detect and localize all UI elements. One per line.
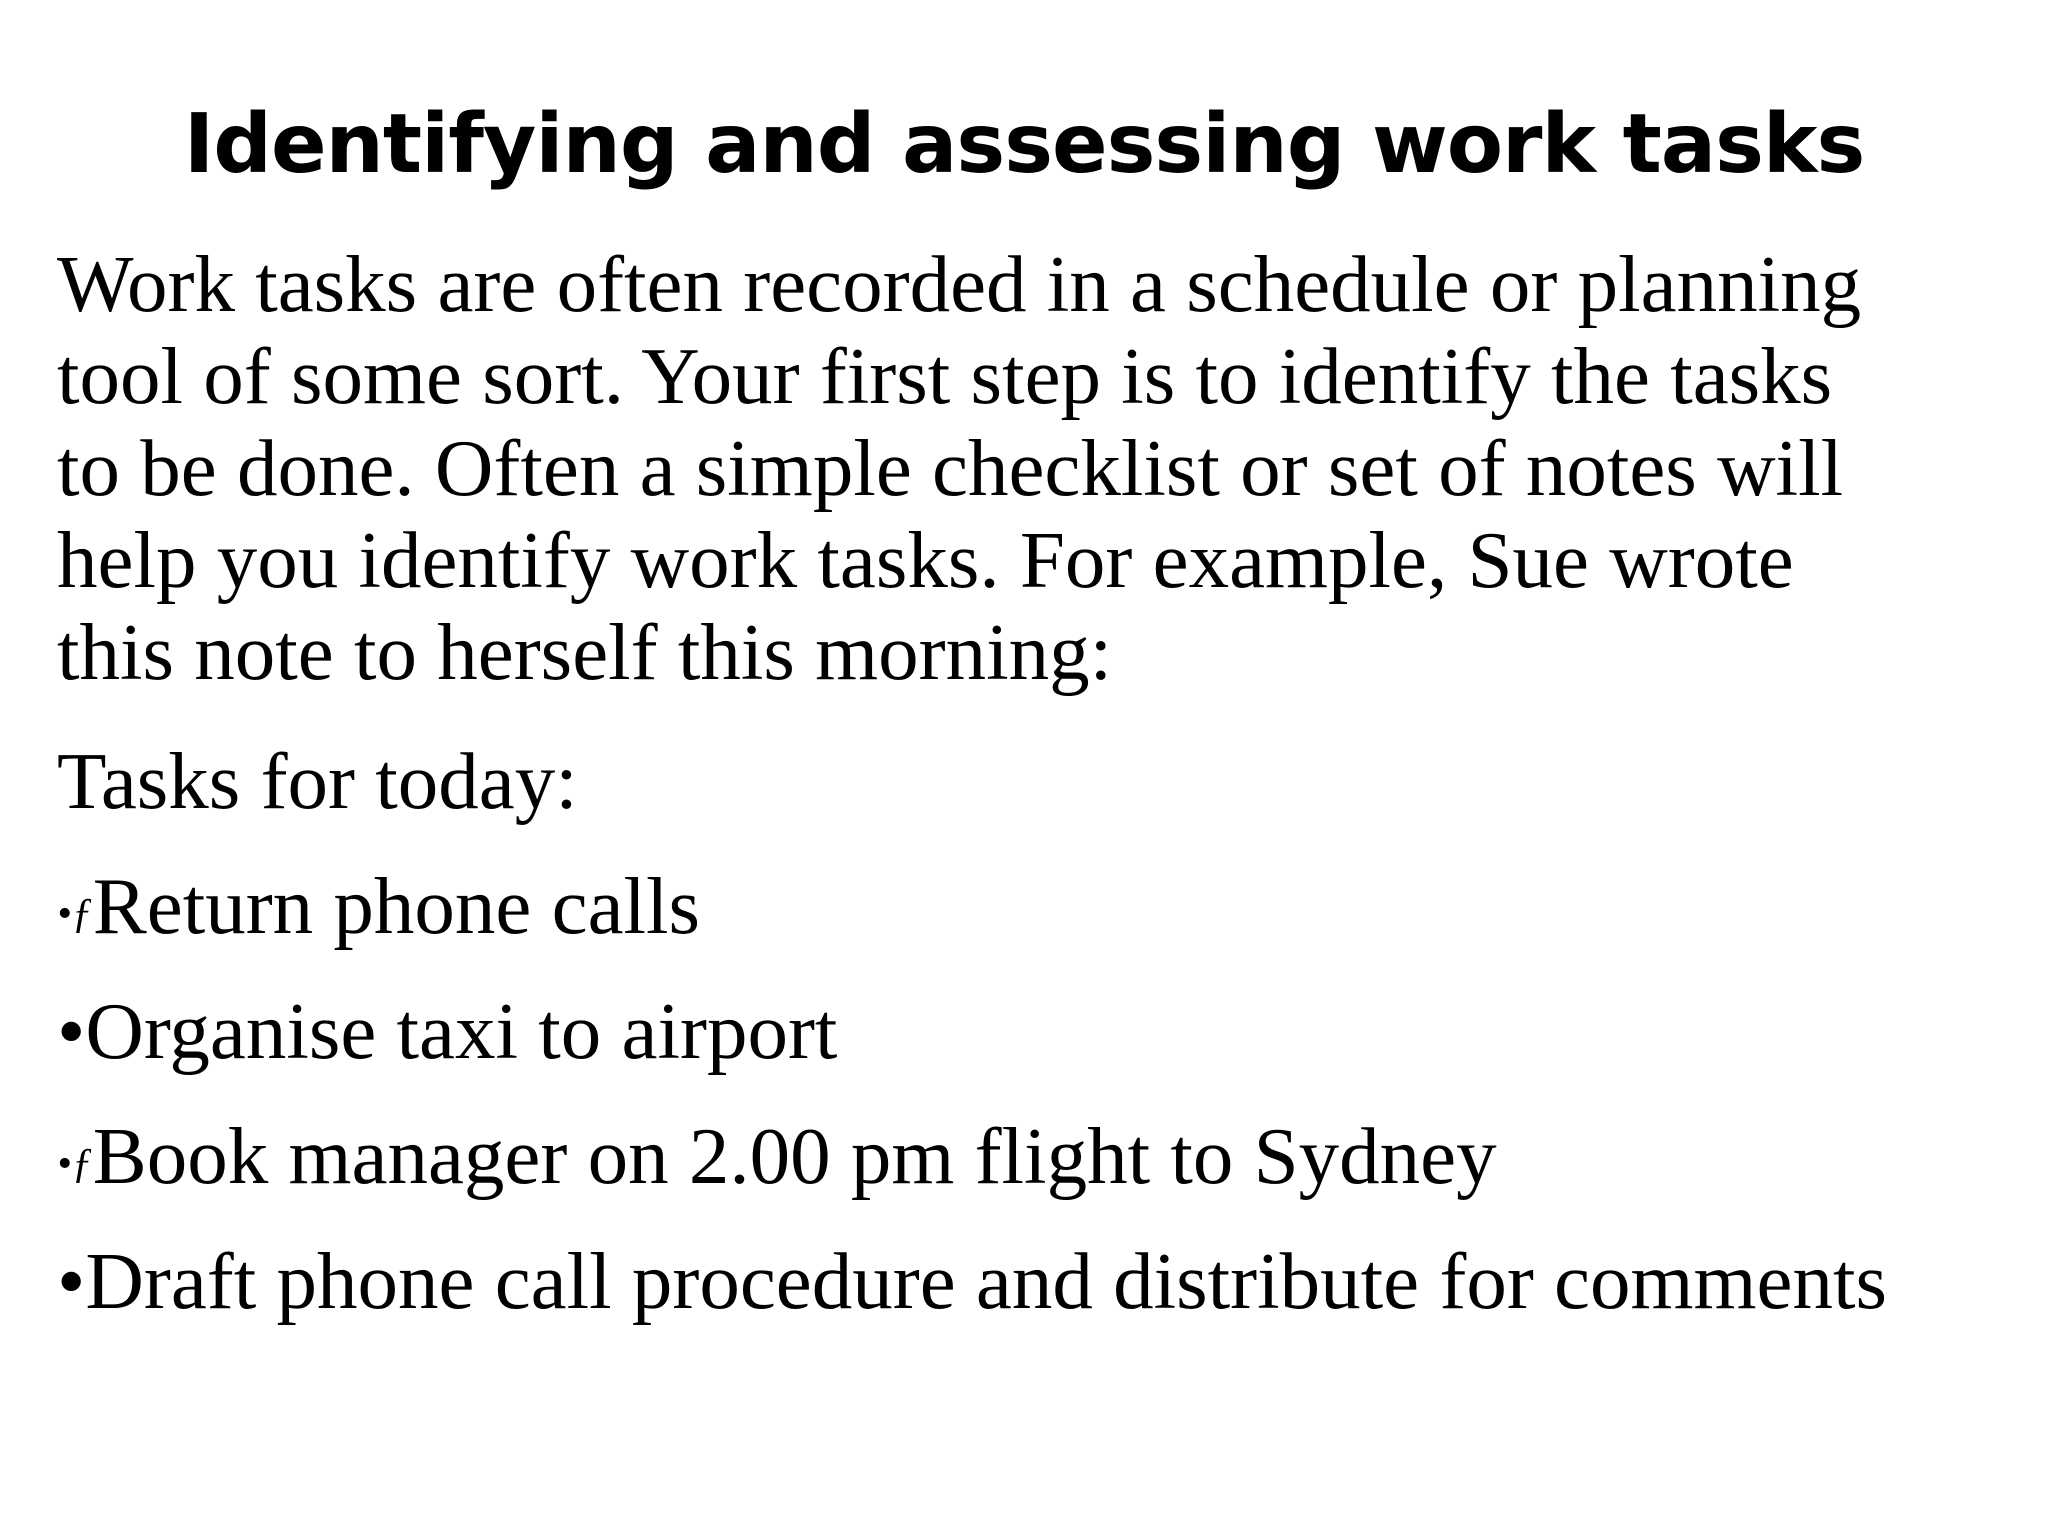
task-item — [57, 1235, 1887, 1360]
bullet-marker: •ƒ — [57, 891, 93, 937]
task-text: Organise taxi to airport — [85, 986, 838, 1076]
task-item — [57, 860, 1887, 985]
paragraph-line: to be done. Often a simple checklist or set of notes will — [57, 423, 1844, 513]
slide-title: Identifying and assessing work tasks — [183, 97, 1865, 192]
task-text: Book manager on 2.00 pm flight to Sydney — [92, 1111, 1497, 1201]
task-text: Return phone calls — [92, 861, 701, 951]
intro-paragraph — [57, 238, 2017, 698]
paragraph-line: help you identify work tasks. For example, Sue wrote — [57, 515, 1794, 605]
paragraph-line: Work tasks are often recorded in a schedule or planning — [57, 239, 1862, 329]
bullet-marker: •ƒ — [57, 1141, 93, 1187]
bullet-marker: • — [57, 1236, 86, 1326]
bullet-marker: • — [57, 986, 86, 1076]
task-item — [57, 985, 1887, 1110]
task-list — [57, 860, 1887, 1360]
paragraph-line: tool of some sort. Your first step is to identify the tasks — [57, 331, 1833, 421]
task-text: Draft phone call procedure and distribute for comments — [85, 1236, 1887, 1326]
tasks-heading: Tasks for today: — [57, 736, 578, 826]
task-item — [57, 1110, 1887, 1235]
paragraph-line: this note to herself this morning: — [57, 607, 1113, 697]
